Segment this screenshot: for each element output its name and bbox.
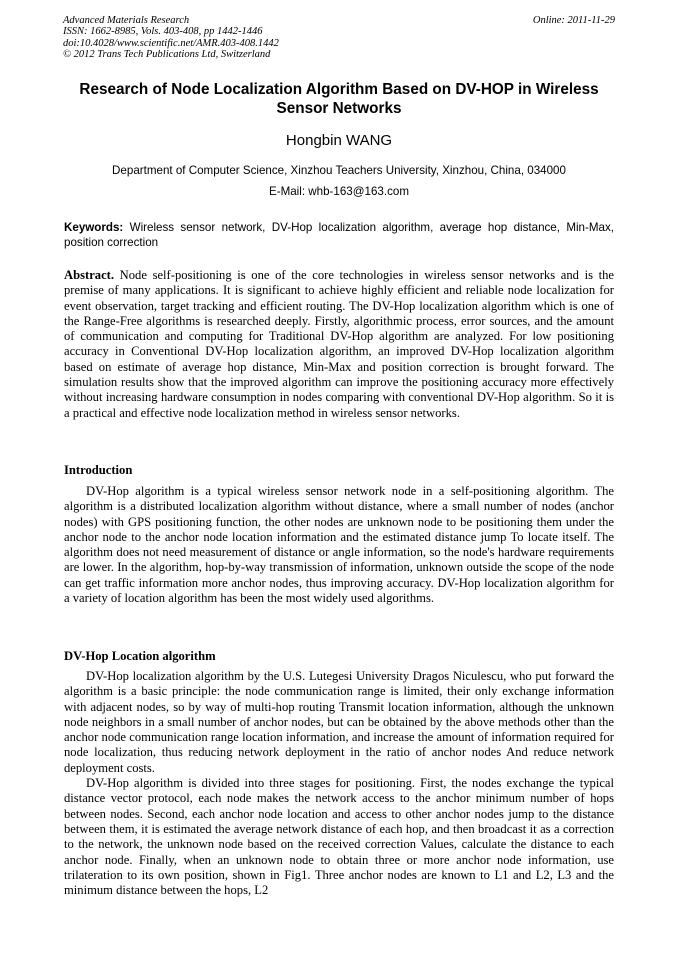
affiliation: Department of Computer Science, Xinzhou Teachers University, Xinzhou, China, 034000 (112, 164, 566, 177)
copyright-line: © 2012 Trans Tech Publications Ltd, Switzerland (63, 49, 271, 61)
journal-header (63, 15, 615, 61)
section-heading-dvhop: DV-Hop Location algorithm (64, 649, 216, 663)
dvhop-body (64, 669, 614, 898)
dvhop-paragraph-1: DV-Hop localization algorithm by the U.S. Lutegesi University Dragos Niculescu, who put forward the algorithm is a basic principle: the node communication range is limited, their only exchange information with adjacent nodes, so by way of multi-hop routing Transmit location information, although the unknown node neighbors in a small number of anchor nodes, but can be obtained by the above methods other than the anchor node communication range location information, and increase the amount of information required for node localization, thus reducing network deployment in the ratio of anchor nodes And reduce network deployment costs. (64, 669, 614, 775)
paper-title: Research of Node Localization Algorithm Based on DV-HOP in Wireless Sensor Networks (79, 81, 599, 117)
abstract-label: Abstract. (64, 268, 115, 282)
dvhop-paragraph-2: DV-Hop algorithm is divided into three stages for positioning. First, the nodes exchange the typical distance vector protocol, each node makes the network access to the anchor minimum number of hops between nodes. Second, each anchor node location and access to other anchor nodes jump to the distance between them, it is estimated the average network distance of each hop, and then broadcast it as a correction to the network, the unknown node based on the received correction Values, calculate the distance to each anchor node. Finally, when an unknown node to obtain three or more anchor node information, use trilateration to its own position, shown in Fig1. Three anchor nodes are known to L1 and L2, L3 and the minimum distance between the hops, L2 (64, 776, 614, 898)
doi-line: doi:10.4028/www.scientific.net/AMR.403-408.1442 (63, 37, 279, 49)
abstract-text: Node self-positioning is one of the core technologies in wireless sensor networks and is the premise of many applications. It is significant to achieve highly efficient and reliable node localization for event observation, target tracking and efficient routing. The DV-Hop localization algorithm which is one of the Range-Free algorithms is researched deeply. Firstly, algorithmic process, error sources, and the amount of communication and computing for Traditional DV-Hop algorithm are analyzed. For low positioning accuracy in Conventional DV-Hop localization algorithm, an improved DV-Hop localization algorithm based on estimate of average hop distance, Min-Max and position correction is brought forward. The simulation results show that the improved algorithm can improve the positioning accuracy more effectively without increasing hardware consumption in nodes comparing with conventional DV-Hop algorithm. So it is a practical and effective node localization method in wireless sensor networks. (64, 268, 614, 420)
keywords-block (64, 220, 614, 250)
author-email: E-Mail: whb-163@163.com (268, 185, 409, 198)
author-name: Hongbin WANG (285, 132, 393, 149)
issn-line: ISSN: 1662-8985, Vols. 403-408, pp 1442-1446 (63, 26, 263, 38)
introduction-paragraph: DV-Hop algorithm is a typical wireless sensor network node in a self-positioning algorithm. The algorithm is a distributed localization algorithm without distance, where a small number of nodes (anchor nodes) with GPS positioning function, the other nodes are unknown node to be positioning them under the anchor node to the anchor node location information and the estimated distance jump To locate itself. The algorithm does not need measurement of distance or angle information, so the node's hardware requirements are lower. In the algorithm, hop-by-way transmission of information, unknown outside the scope of the node can get traffic information more anchor nodes, thus improving accuracy. DV-Hop localization algorithm for a variety of location algorithm has been the most widely used algorithms. (64, 484, 614, 606)
journal-name: Advanced Materials Research (63, 15, 190, 26)
abstract-block (64, 268, 614, 421)
section-heading-introduction: Introduction (64, 463, 133, 477)
keywords-label: Keywords: (64, 221, 124, 234)
introduction-body (64, 484, 614, 606)
keywords-text: Wireless sensor network, DV-Hop localization algorithm, average hop distance, Min-Max, position correction (64, 221, 614, 249)
online-date: Online: 2011-11-29 (532, 15, 615, 26)
